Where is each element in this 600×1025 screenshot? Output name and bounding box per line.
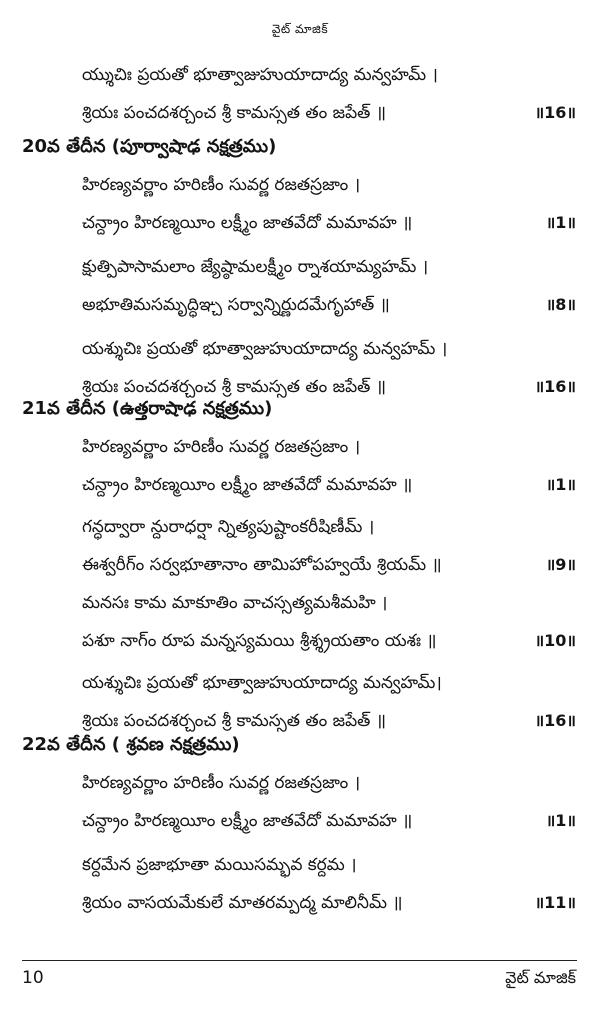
verse-block: [0, 764, 600, 922]
footer-rule: [22, 960, 577, 961]
verse-line: [0, 94, 600, 132]
verse-text: శ్రియః పంచదశర్చంచ శ్రీ కామస్సత తం జపేత్ ॥: [82, 711, 386, 731]
verse-text: కర్దమేన ప్రజాభూతా మయిసమ్భవ కర్దమ ।: [82, 855, 357, 875]
verse-line: [0, 546, 600, 584]
verse-text: చన్ద్రాం హిరణ్మయీం లక్ష్మీం జాతవేదో మమావహ ॥: [82, 475, 413, 495]
verse-text: హిరణ్యవర్ణాం హరిణీం సువర్ణ రజతస్రజాం ।: [82, 437, 361, 457]
verse-block-top: [0, 56, 600, 132]
verse-number: ॥1॥: [545, 213, 576, 232]
verse-text: హిరణ్యవర్ణాం హరిణీం సువర్ణ రజతస్రజాం ।: [82, 773, 361, 793]
verse-number: ॥16॥: [534, 711, 576, 730]
verse-text: అభూతిమసమృద్ధిఞ్చ సర్వాన్నిర్ణుదమేగృహాత్ ॥: [82, 295, 390, 315]
section-heading: 22వ తేదీన ( శ్రవణ నక్షత్రము): [22, 734, 240, 755]
verse-text: యశ్శుచిః ప్రయతో భూత్వాజుహుయాదాద్య మన్వహమ్ ।: [82, 339, 448, 359]
verse-line: [0, 846, 600, 884]
verse-number: ॥11॥: [534, 893, 576, 912]
verse-text: మనసః కామ మాకూతిం వాచస్సత్యమశీమహి ।: [82, 593, 388, 613]
section-heading: 21వ తేదీన (ఉత్తరాషాఢ నక్షత్రము): [22, 398, 273, 419]
verse-text: ఈశ్వరీగ్ం సర్వభూతానాం తామిహోపహ్వయే శ్రియమ్ ॥: [82, 555, 442, 575]
section-heading: 20వ తేదీన (పూర్వాషాఢ నక్షత్రము): [22, 136, 277, 157]
verse-text: క్షుత్పిపాసామలాం జ్యేష్ఠామలక్ష్మీం ర్నాశయామ్యహమ్ ।: [82, 257, 429, 277]
verse-text: గన్ధద్వారా న్దురాధర్షా న్నిత్యపుష్టాంకరీషిణీమ్ ।: [82, 517, 375, 537]
verse-line: [0, 764, 600, 802]
verse-text: హిరణ్యవర్ణాం హరిణీం సువర్ణ రజతస్రజాం ।: [82, 175, 361, 195]
verse-text: చన్ద్రాం హిరణ్మయీం లక్ష్మీం జాతవేదో మమావహ ॥: [82, 213, 413, 233]
verse-number: ॥10॥: [534, 631, 576, 650]
verse-number: ॥8॥: [545, 295, 576, 314]
running-head: వైట్ మాజిక్: [271, 22, 329, 36]
verse-text: శ్రియం వాసయమేకులే మాతరమ్పద్మ మాలినీమ్ ॥: [82, 893, 403, 913]
verse-line: [0, 466, 600, 504]
verse-line: [0, 428, 600, 466]
verse-line: [0, 166, 600, 204]
verse-text: పశూ నాగ్ం రూప మన్నస్యమయి శ్రీశ్శ్రయతాం యశః ॥: [82, 631, 437, 651]
verse-line: [0, 56, 600, 94]
verse-text: యశ్శుచిః ప్రయతో భూత్వాజుహుయాదాద్య మన్వహమ్।: [82, 673, 442, 693]
verse-text: శ్రియః పంచదశర్చంచ శ్రీ కామస్సత తం జపేత్ ॥: [82, 377, 386, 397]
verse-line: [0, 584, 600, 622]
verse-line: [0, 622, 600, 660]
footer-book-title: వైట్ మాజిక్: [505, 968, 576, 987]
verse-number: ॥16॥: [534, 103, 576, 122]
verse-line: [0, 884, 600, 922]
verse-line: [0, 802, 600, 840]
verse-number: ॥1॥: [545, 811, 576, 830]
verse-line: [0, 248, 600, 286]
verse-text: య్శుచిః ప్రయతో భూత్వాజుహుయాదాద్య మన్వహమ్ ।: [82, 65, 438, 85]
verse-number: ॥9॥: [545, 555, 576, 574]
verse-number: ॥1॥: [545, 475, 576, 494]
verse-line: [0, 286, 600, 324]
verse-text: శ్రియః పంచదశర్చంచ శ్రీ కామస్సత తం జపేత్ ॥: [82, 103, 386, 123]
verse-block: [0, 166, 600, 406]
verse-text: చన్ద్రాం హిరణ్మయీం లక్ష్మీం జాతవేదో మమావహ ॥: [82, 811, 413, 831]
verse-line: [0, 204, 600, 242]
verse-block: [0, 428, 600, 740]
page-number: 10: [22, 968, 44, 988]
verse-line: [0, 664, 600, 702]
verse-line: [0, 330, 600, 368]
verse-number: ॥16॥: [534, 377, 576, 396]
verse-line: [0, 508, 600, 546]
